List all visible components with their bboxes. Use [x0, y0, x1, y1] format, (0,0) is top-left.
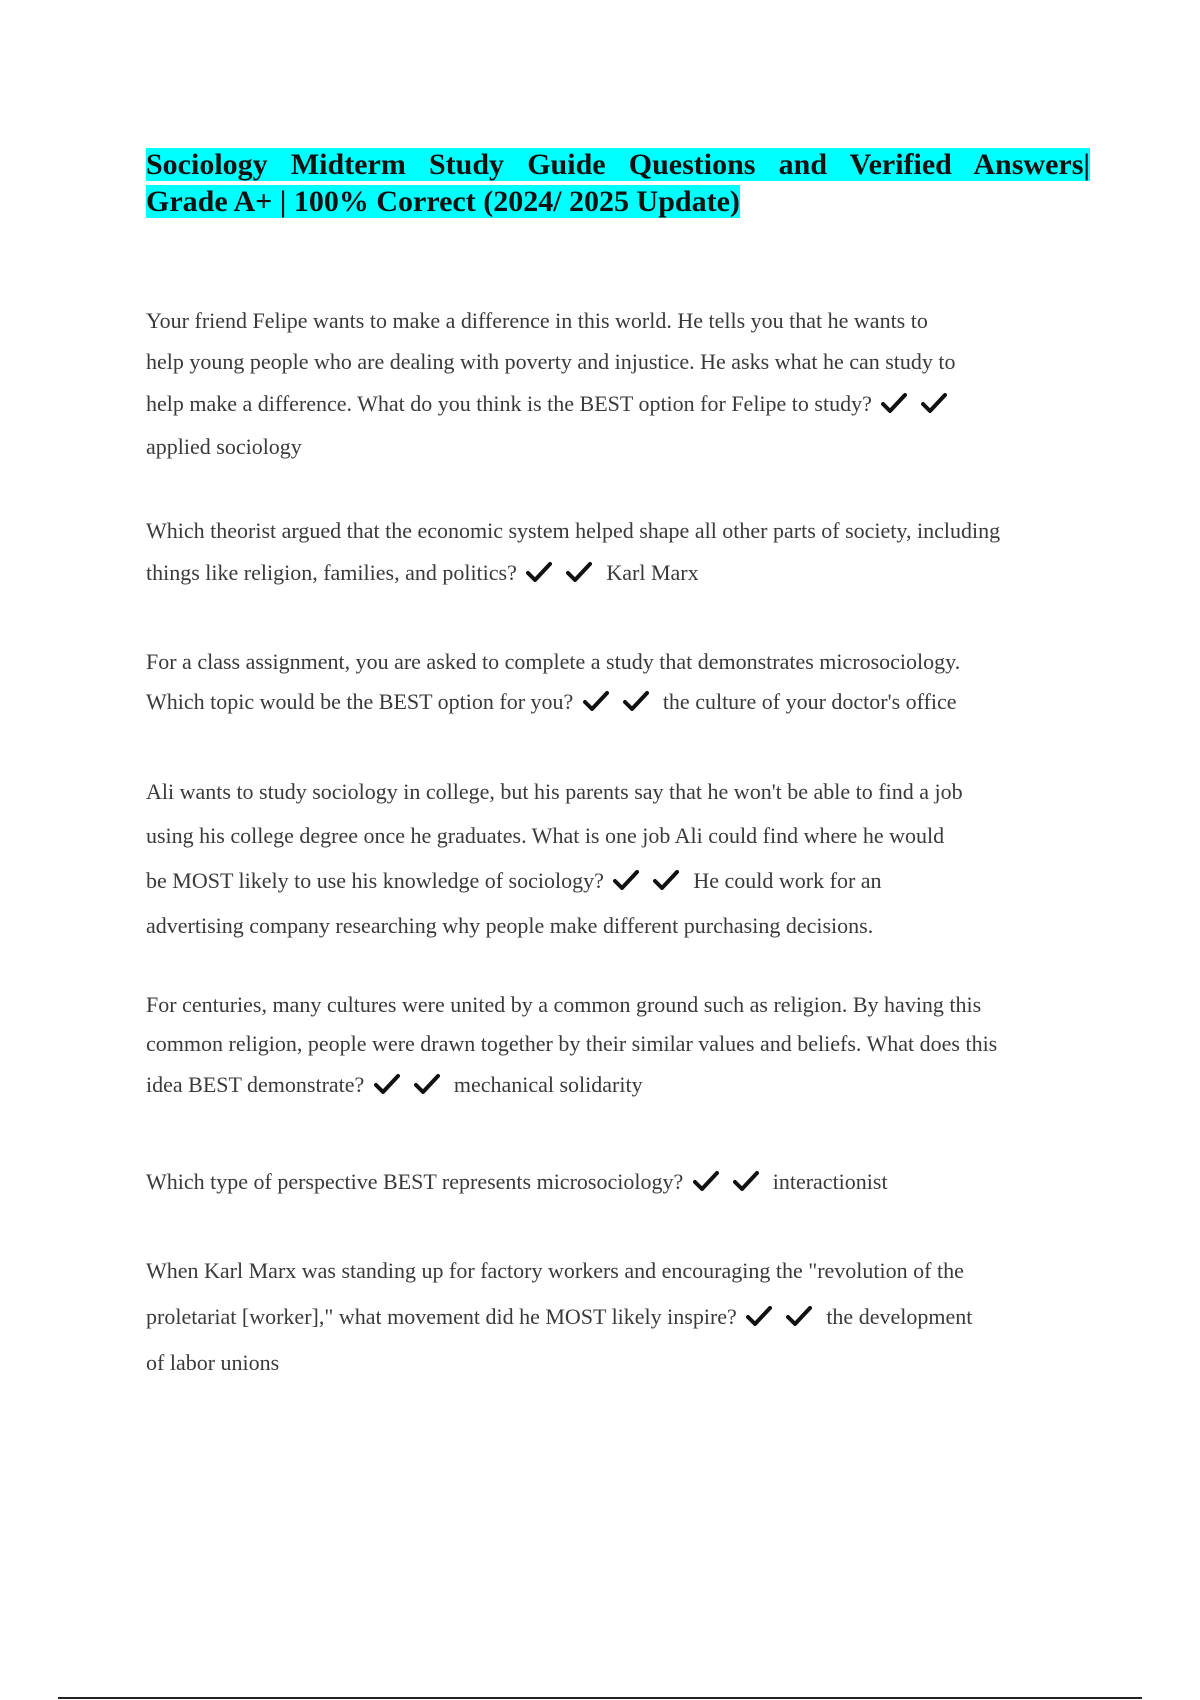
- answer-line: of labor unions: [146, 1350, 280, 1375]
- qa-item-4: [146, 770, 1090, 948]
- answer-text: He could work for an: [693, 868, 882, 893]
- answer-line: applied sociology: [146, 434, 302, 459]
- check-mark-icon: [583, 690, 609, 712]
- question-line: Which theorist argued that the economic system helped shape all other parts of society, including: [146, 518, 1001, 543]
- qa-item-1: [146, 300, 1090, 467]
- question-line: common religion, people were drawn together by their similar values and beliefs. What does this: [146, 1031, 998, 1056]
- qa-item-5: [146, 986, 1090, 1105]
- question-line: For centuries, many cultures were united by a common ground such as religion. By having this: [146, 992, 982, 1017]
- answer-text: the culture of your doctor's office: [662, 689, 957, 714]
- check-mark-icon: [653, 869, 679, 891]
- question-line: proletariat [worker]," what movement did he MOST likely inspire? the development: [146, 1304, 973, 1329]
- check-mark-icon: [613, 869, 639, 891]
- qa-item-2: [146, 510, 1090, 594]
- question-line: Which type of perspective BEST represents microsociology? interactionist: [146, 1169, 888, 1194]
- answer-text: interactionist: [772, 1169, 888, 1194]
- title-line-1: Sociology Midterm Study Guide Questions and Verified Answers|: [146, 148, 1090, 181]
- question-line: things like religion, families, and politics? Karl Marx: [146, 560, 699, 585]
- answer-text: the development: [826, 1304, 973, 1329]
- check-mark-icon: [786, 1305, 812, 1327]
- check-mark-icon: [374, 1073, 400, 1095]
- check-mark-icon: [921, 392, 947, 414]
- question-line: Which topic would be the BEST option for you? the culture of your doctor's office: [146, 689, 957, 714]
- check-mark-icon: [623, 690, 649, 712]
- title-line-2: Grade A+ | 100% Correct (2024/ 2025 Update): [146, 185, 740, 218]
- question-line: Ali wants to study sociology in college, but his parents say that he won't be able to find a job: [146, 779, 963, 804]
- qa-item-3: [146, 642, 1090, 722]
- document-title: [146, 146, 1090, 220]
- question-line: help young people who are dealing with poverty and injustice. He asks what he can study to: [146, 349, 956, 374]
- question-line: using his college degree once he graduates. What is one job Ali could find where he would: [146, 823, 945, 848]
- check-mark-icon: [746, 1305, 772, 1327]
- qa-item-7: [146, 1248, 1090, 1386]
- question-line: idea BEST demonstrate? mechanical solidarity: [146, 1072, 643, 1097]
- question-line: be MOST likely to use his knowledge of sociology? He could work for an: [146, 868, 882, 893]
- question-line: Your friend Felipe wants to make a difference in this world. He tells you that he wants to: [146, 308, 928, 333]
- answer-text: mechanical solidarity: [453, 1072, 643, 1097]
- question-line: For a class assignment, you are asked to complete a study that demonstrates microsociology.: [146, 649, 961, 674]
- question-line: help make a difference. What do you think is the BEST option for Felipe to study?: [146, 382, 1090, 426]
- check-mark-icon: [881, 392, 907, 414]
- check-mark-icon: [566, 561, 592, 583]
- check-mark-icon: [693, 1170, 719, 1192]
- question-line: When Karl Marx was standing up for factory workers and encouraging the "revolution of the: [146, 1258, 964, 1283]
- check-mark-icon: [733, 1170, 759, 1192]
- check-mark-icon: [414, 1073, 440, 1095]
- check-mark-icon: [526, 561, 552, 583]
- footer-rule: [58, 1697, 1142, 1699]
- qa-item-6: [146, 1162, 1090, 1202]
- answer-text: Karl Marx: [606, 560, 699, 585]
- answer-line: advertising company researching why people make different purchasing decisions.: [146, 913, 874, 938]
